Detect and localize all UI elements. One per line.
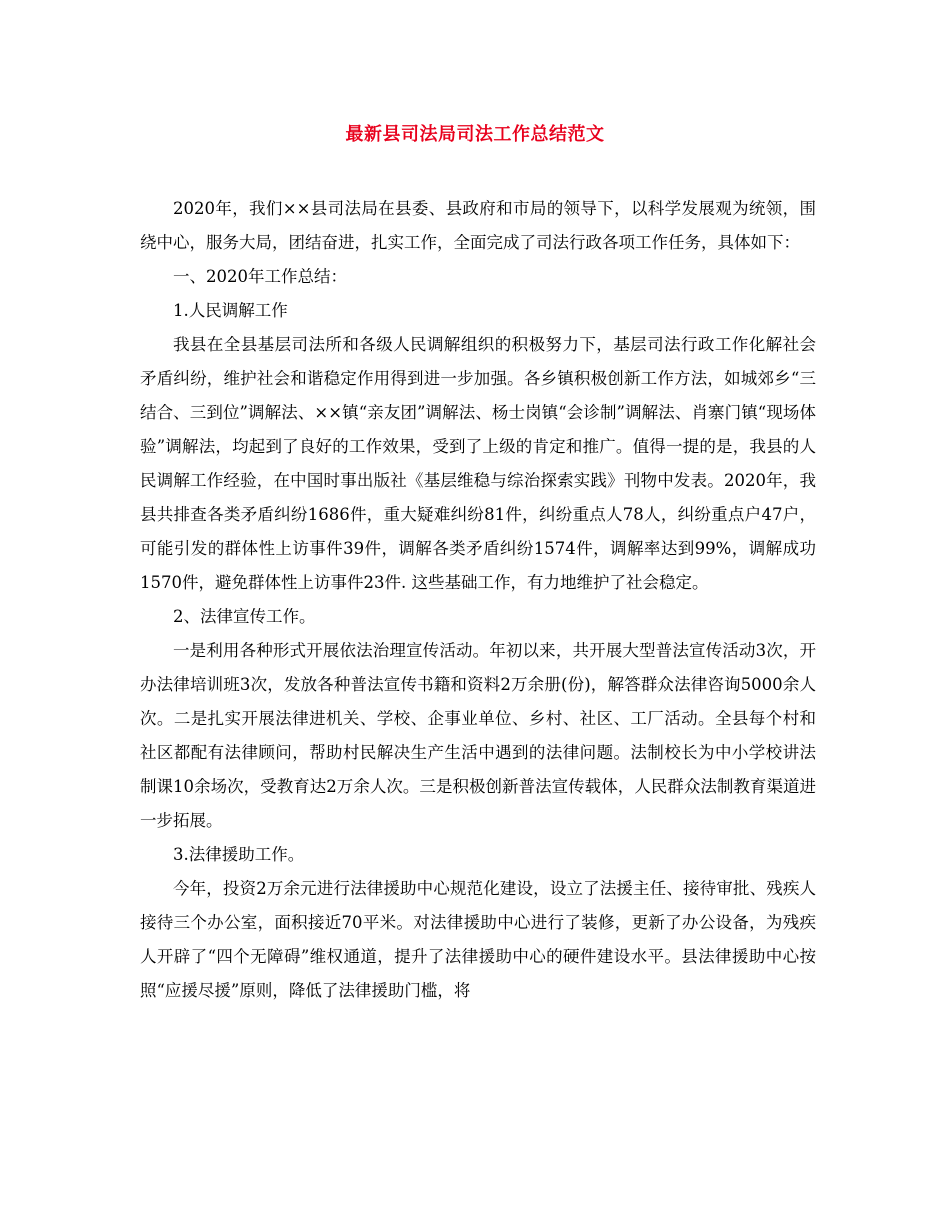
document-body [140,192,816,1008]
heading-mediation: 1.人民调解工作 [173,301,288,320]
paragraph-legal-aid: 今年，投资2万余元进行法律援助中心规范化建设，设立了法援主任、接待审批、残疾人接待三个办公室，面积接近70平米。对法律援助中心进行了装修，更新了办公设备，为残疾人开辟了“四个无障碍”维权通道，提升了法律援助中心的硬件建设水平。县法律援助中心按照“应援尽援”原则，降低了法律援助门槛，将 [140,879,816,1000]
paragraph-intro: 2020年，我们××县司法局在县委、县政府和市局的领导下，以科学发展观为统领，围绕中心，服务大局，团结奋进，扎实工作，全面完成了司法行政各项工作任务，具体如下： [140,199,816,252]
heading-section-1: 一、2020年工作总结： [173,267,347,286]
document-title: 最新县司法局司法工作总结范文 [345,124,605,145]
heading-legal-aid: 3.法律援助工作。 [173,845,305,864]
heading-publicity: 2、法律宣传工作。 [173,607,316,626]
paragraph-publicity: 一是利用各种形式开展依法治理宣传活动。年初以来，共开展大型普法宣传活动3次，开办法律培训班3次，发放各种普法宣传书籍和资料2万余册(份)，解答群众法律咨询5000余人次。二是扎实开展法律进机关、学校、企事业单位、乡村、社区、工厂活动。全县每个村和社区都配有法律顾问，帮助村民解决生产生活中遇到的法律问题。法制校长为中小学校讲法制课10余场次，受教育达2万余人次。三是积极创新普法宣传载体，人民群众法制教育渠道进一步拓展。 [140,641,816,830]
paragraph-mediation: 我县在全县基层司法所和各级人民调解组织的积极努力下，基层司法行政工作化解社会矛盾纠纷，维护社会和谐稳定作用得到进一步加强。各乡镇积极创新工作方法，如城郊乡“三结合、三到位”调解法、××镇“亲友团”调解法、杨士岗镇“会诊制”调解法、肖寨门镇“现场体验”调解法，均起到了良好的工作效果，受到了上级的肯定和推广。值得一提的是，我县的人民调解工作经验，在中国时事出版社《基层维稳与综治探索实践》刊物中发表。2020年，我县共排查各类矛盾纠纷1686件，重大疑难纠纷81件，纠纷重点人78人，纠纷重点户47户，可能引发的群体性上访事件39件，调解各类矛盾纠纷1574件，调解率达到99%，调解成功1570件，避免群体性上访事件23件. 这些基础工作，有力地维护了社会稳定。 [140,335,816,592]
